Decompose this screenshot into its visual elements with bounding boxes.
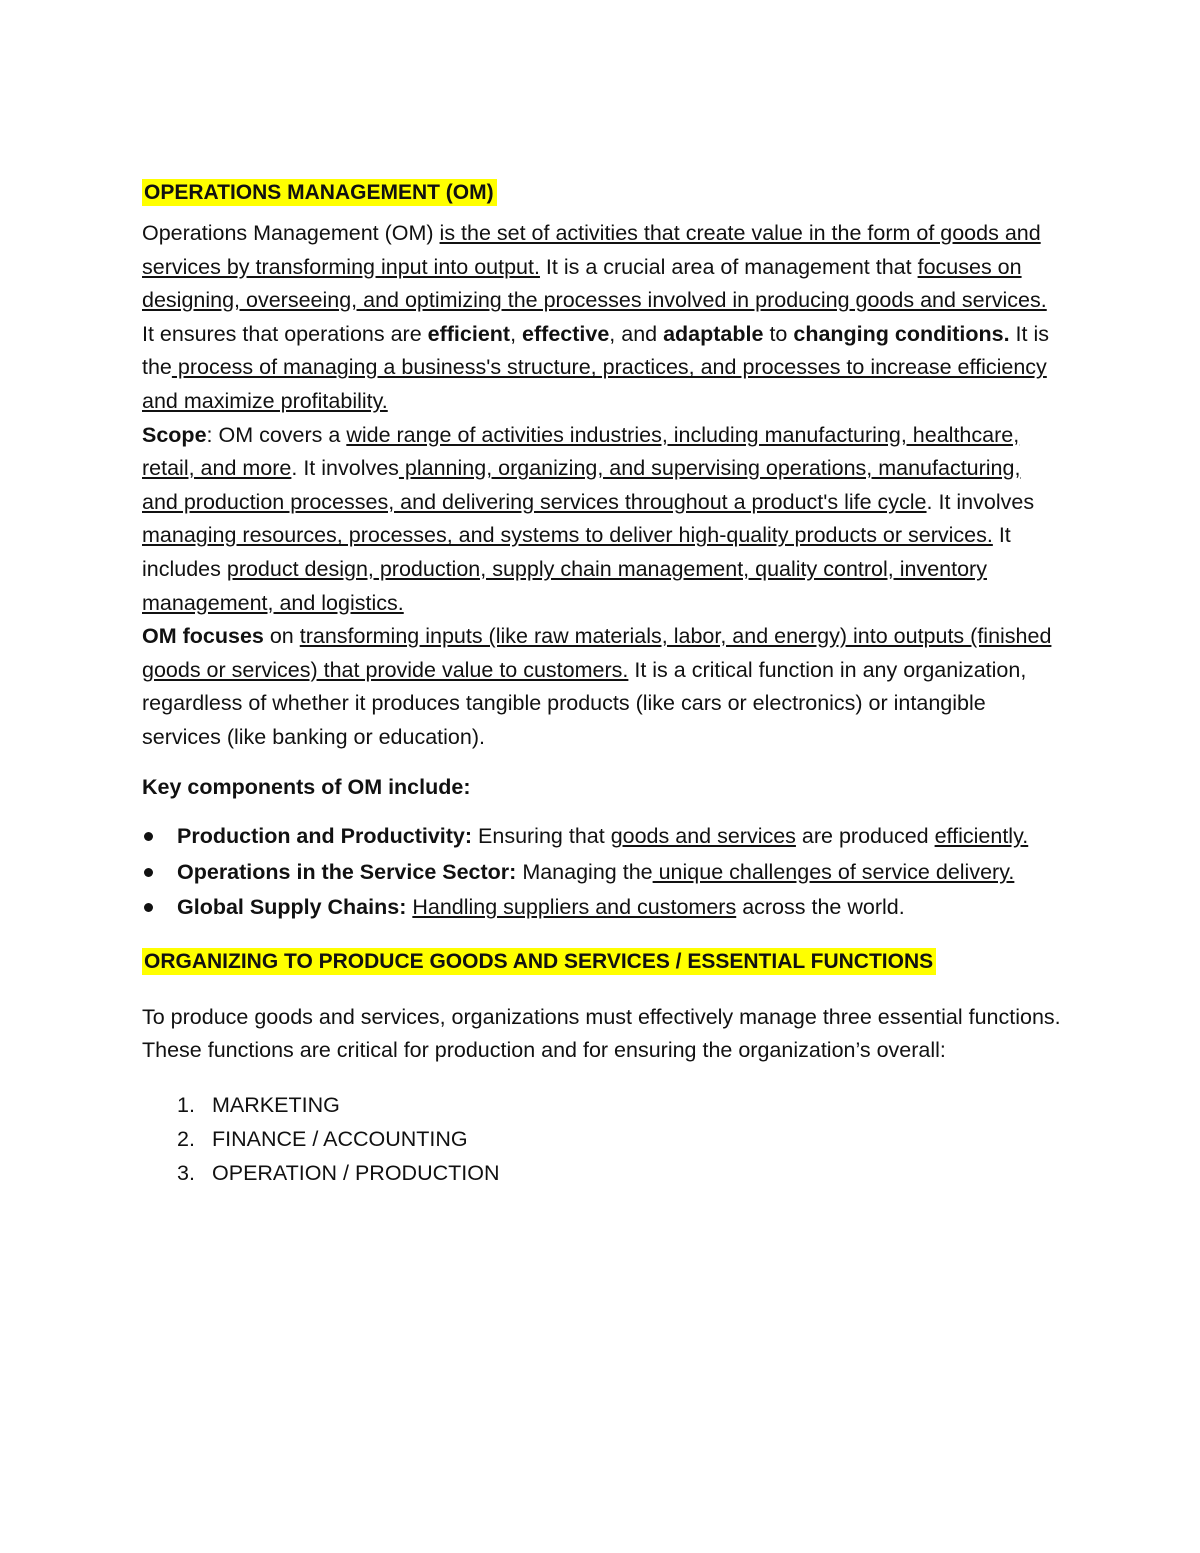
bold-text: OM focuses xyxy=(142,624,264,649)
section-heading-om xyxy=(142,178,1062,208)
bold-text: adaptable xyxy=(663,321,764,346)
bullet-icon xyxy=(144,903,153,912)
bold-text: Key components of OM include: xyxy=(142,774,471,799)
text-run: It is a critical function in any organization, regardless of whether it produces tangible products (like cars or electronics) or intangible services (like banking or education). xyxy=(142,657,1027,749)
list-item xyxy=(142,820,1062,854)
om-scope-paragraph xyxy=(142,419,1062,621)
essential-functions-list xyxy=(142,1088,1062,1190)
highlighted-heading: OPERATIONS MANAGEMENT (OM) xyxy=(142,179,497,206)
bold-text: effective xyxy=(522,321,610,346)
underlined-text: efficiently. xyxy=(934,824,1029,849)
underlined-text: Handling suppliers and customers xyxy=(412,895,737,920)
text-run: It is the xyxy=(142,321,1049,380)
bold-text: changing conditions. xyxy=(793,321,1010,346)
list-item xyxy=(142,1088,1062,1122)
list-item xyxy=(142,891,1062,925)
text-run: are produced xyxy=(795,824,935,849)
om-focus-paragraph xyxy=(142,620,1062,754)
text-run: Operations Management (OM) xyxy=(142,221,440,245)
underlined-text: goods and services xyxy=(610,824,796,849)
underlined-text: focuses on designing, overseeing, and optimizing the processes involved in producing goods and services. xyxy=(142,254,1047,313)
document-page xyxy=(142,178,1062,1190)
bold-text: efficient xyxy=(427,321,511,346)
list-number: 2. xyxy=(177,1127,195,1152)
list-text: MARKETING xyxy=(212,1093,340,1118)
text-run: It includes xyxy=(142,523,1011,581)
essential-functions-paragraph: To produce goods and services, organizations must effectively manage three essential functions. These functions are critical for production and for ensuring the organization’s overall: xyxy=(142,1004,1061,1063)
underlined-text: wide range of activities industries, including manufacturing, healthcare, retail, and more xyxy=(142,422,1020,481)
text-run: It ensures that operations are xyxy=(142,321,428,346)
list-item xyxy=(142,1122,1062,1156)
list-number: 3. xyxy=(177,1161,195,1186)
text-run: . It involves xyxy=(291,456,399,481)
bold-text: Global Supply Chains: xyxy=(177,895,407,920)
text-run: . It involves xyxy=(926,489,1035,514)
list-text: OPERATION / PRODUCTION xyxy=(212,1161,500,1186)
text-run: to xyxy=(763,321,794,346)
section-heading-essential-functions xyxy=(142,947,1062,977)
bold-text: Scope xyxy=(142,422,207,447)
text-run: on xyxy=(263,624,300,649)
bullet-icon xyxy=(144,868,153,877)
text-run: across the world. xyxy=(736,895,905,920)
bullet-icon xyxy=(144,832,153,841)
list-number: 1. xyxy=(177,1093,195,1118)
text-run: : OM covers a xyxy=(206,422,347,447)
text-run: , and xyxy=(609,321,664,346)
underlined-text: managing resources, processes, and systems to deliver high-quality products or services. xyxy=(142,523,993,548)
list-item xyxy=(142,1156,1062,1190)
bold-text: Operations in the Service Sector: xyxy=(177,859,517,884)
text-run: It is a crucial area of management that xyxy=(539,254,918,279)
list-text: FINANCE / ACCOUNTING xyxy=(212,1127,468,1152)
text-run: Managing the xyxy=(516,859,653,884)
underlined-text: unique challenges of service delivery. xyxy=(652,859,1015,884)
text-run: Ensuring that xyxy=(472,824,611,849)
underlined-text: transforming inputs (like raw materials, labor, and energy) into outputs (finished goods or services) that provide value to customers. xyxy=(142,624,1052,682)
text-run: , xyxy=(510,321,523,346)
key-components-list xyxy=(142,820,1062,925)
list-item xyxy=(142,856,1062,890)
underlined-text: planning, organizing, and supervising operations, manufacturing, and production processes, and delivering services throughout a product's life cycle xyxy=(142,456,1021,514)
om-definition-paragraph xyxy=(142,217,1062,419)
underlined-text: is the set of activities that create value in the form of goods and services by transforming input into output. xyxy=(142,221,1041,279)
highlighted-heading: ORGANIZING TO PRODUCE GOODS AND SERVICES / ESSENTIAL FUNCTIONS xyxy=(142,948,936,975)
underlined-text: product design, production, supply chain management, quality control, inventory management, and logistics. xyxy=(142,556,987,615)
bold-text: Production and Productivity: xyxy=(177,824,473,849)
underlined-text: process of managing a business's structure, practices, and processes to increase efficiency and maximize profitability. xyxy=(142,355,1047,413)
key-components-title xyxy=(142,771,1062,805)
